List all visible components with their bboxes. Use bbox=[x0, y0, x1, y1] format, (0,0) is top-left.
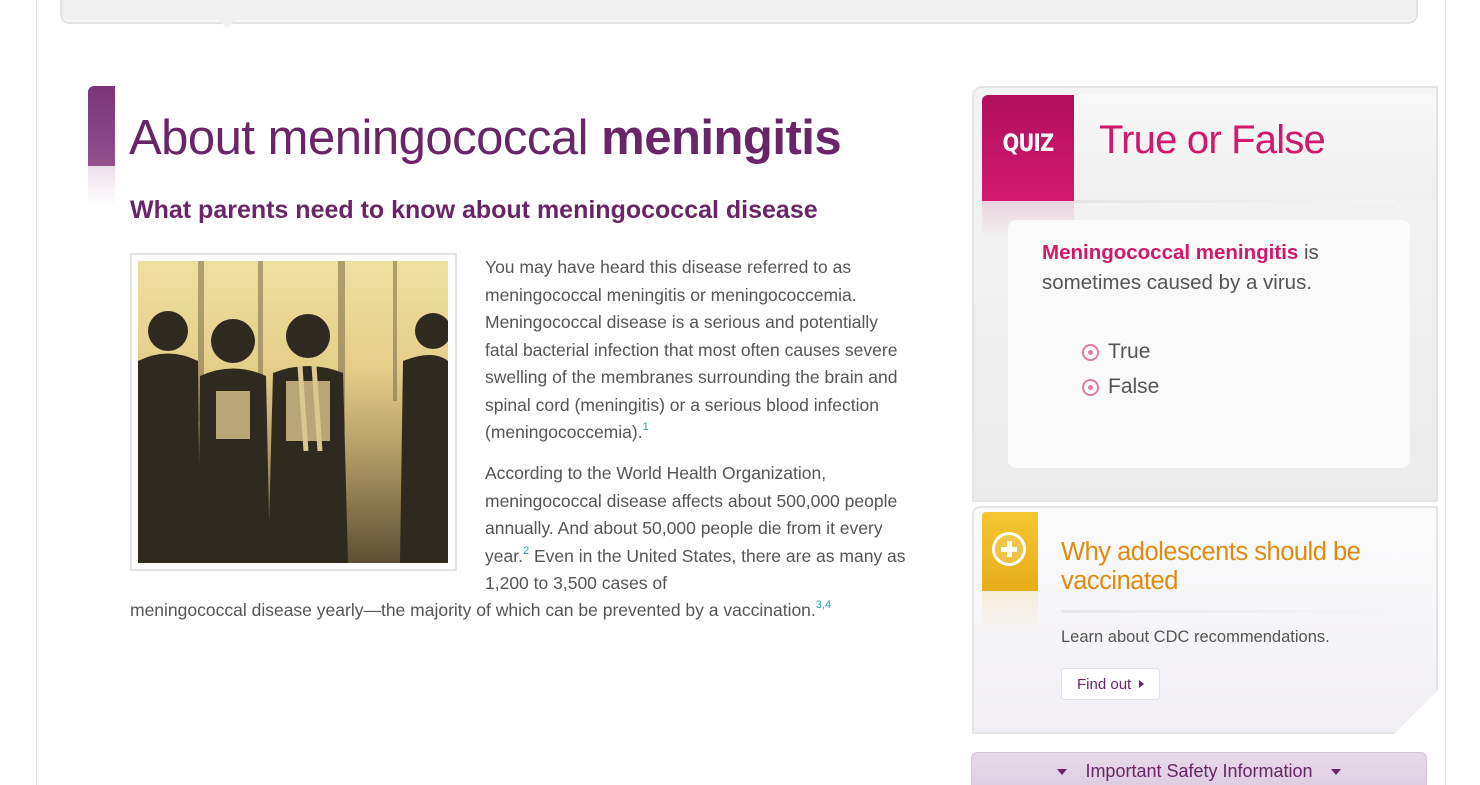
caret-down-icon bbox=[1331, 769, 1341, 775]
title-accent-bar bbox=[88, 86, 115, 166]
reference-link-2[interactable]: 2 bbox=[522, 544, 530, 557]
quiz-option-false-label[interactable]: False bbox=[1108, 375, 1160, 398]
quiz-badge-label: QUIZ bbox=[1002, 129, 1054, 157]
reference-link-3-4[interactable]: 3,4 bbox=[815, 599, 832, 611]
caret-down-icon bbox=[1057, 769, 1067, 775]
teens-photo-illustration bbox=[138, 261, 448, 563]
who-paragraph-text-cont: Even in the United States, there are as many as 1,200 to 3,500 cases of bbox=[485, 545, 906, 593]
quiz-option-true-label[interactable]: True bbox=[1108, 340, 1151, 363]
safety-info-label[interactable]: Important Safety Information bbox=[1085, 761, 1313, 781]
who-paragraph bbox=[485, 460, 915, 598]
who-paragraph-tail-text: meningococcal disease yearly—the majority of which can be prevented by a vaccination. bbox=[130, 600, 816, 620]
who-paragraph-text: According to the World Health Organization, meningococcal disease affects about 500,000 people annually. And about 50,000 people die from it every year. bbox=[485, 463, 898, 566]
vaccinated-description: Learn about CDC recommendations. bbox=[1061, 628, 1330, 646]
radio-icon[interactable] bbox=[1082, 344, 1099, 361]
title-accent-reflection bbox=[88, 166, 115, 206]
vaccinated-divider bbox=[1061, 610, 1391, 613]
intro-paragraph-text: You may have heard this disease referred to as meningococcal meningitis or meningococcemia. Meningococcal disease is a serious and potentially fatal bacterial infection that most often causes severe swelling of the membranes surrounding the brain and spinal cord (meningitis) or a serious blood infection (meningococcemia). bbox=[485, 257, 898, 442]
page-subtitle: What parents need to know about meningococcal disease bbox=[130, 196, 818, 224]
page-title-regular: About meningococcal bbox=[129, 111, 602, 165]
quiz-question-text: is sometimes caused by a virus. bbox=[1042, 241, 1319, 294]
quiz-title: True or False bbox=[1099, 118, 1325, 162]
reference-link-1[interactable]: 1 bbox=[642, 421, 649, 433]
find-out-button-label[interactable]: Find out bbox=[1077, 675, 1132, 693]
quiz-question bbox=[1042, 238, 1382, 298]
page-title-bold: meningitis bbox=[601, 111, 842, 165]
photo-frame bbox=[130, 253, 457, 571]
page-title bbox=[129, 110, 841, 166]
plus-circle-icon bbox=[992, 532, 1026, 566]
quiz-option-false[interactable] bbox=[1082, 375, 1159, 399]
caret-right-icon bbox=[1139, 680, 1144, 688]
vaccinated-badge-reflection bbox=[982, 591, 1038, 631]
top-nav-bar bbox=[60, 0, 1418, 24]
nav-notch bbox=[218, 20, 236, 28]
quiz-option-true[interactable] bbox=[1082, 340, 1150, 364]
important-safety-info-toggle[interactable] bbox=[971, 752, 1427, 785]
vaccinated-badge bbox=[982, 512, 1038, 591]
teens-photo bbox=[138, 261, 448, 563]
quiz-question-bold: Meningococcal meningitis bbox=[1042, 241, 1299, 264]
quiz-badge bbox=[982, 95, 1074, 201]
intro-paragraph bbox=[485, 254, 915, 447]
find-out-button[interactable] bbox=[1061, 668, 1160, 700]
radio-icon[interactable] bbox=[1082, 379, 1099, 396]
quiz-header-divider bbox=[1074, 200, 1394, 203]
vaccinated-panel-corner bbox=[1392, 690, 1438, 736]
vaccinated-title[interactable]: Why adolescents should be vaccinated bbox=[1061, 538, 1361, 595]
who-paragraph-tail bbox=[130, 597, 831, 625]
